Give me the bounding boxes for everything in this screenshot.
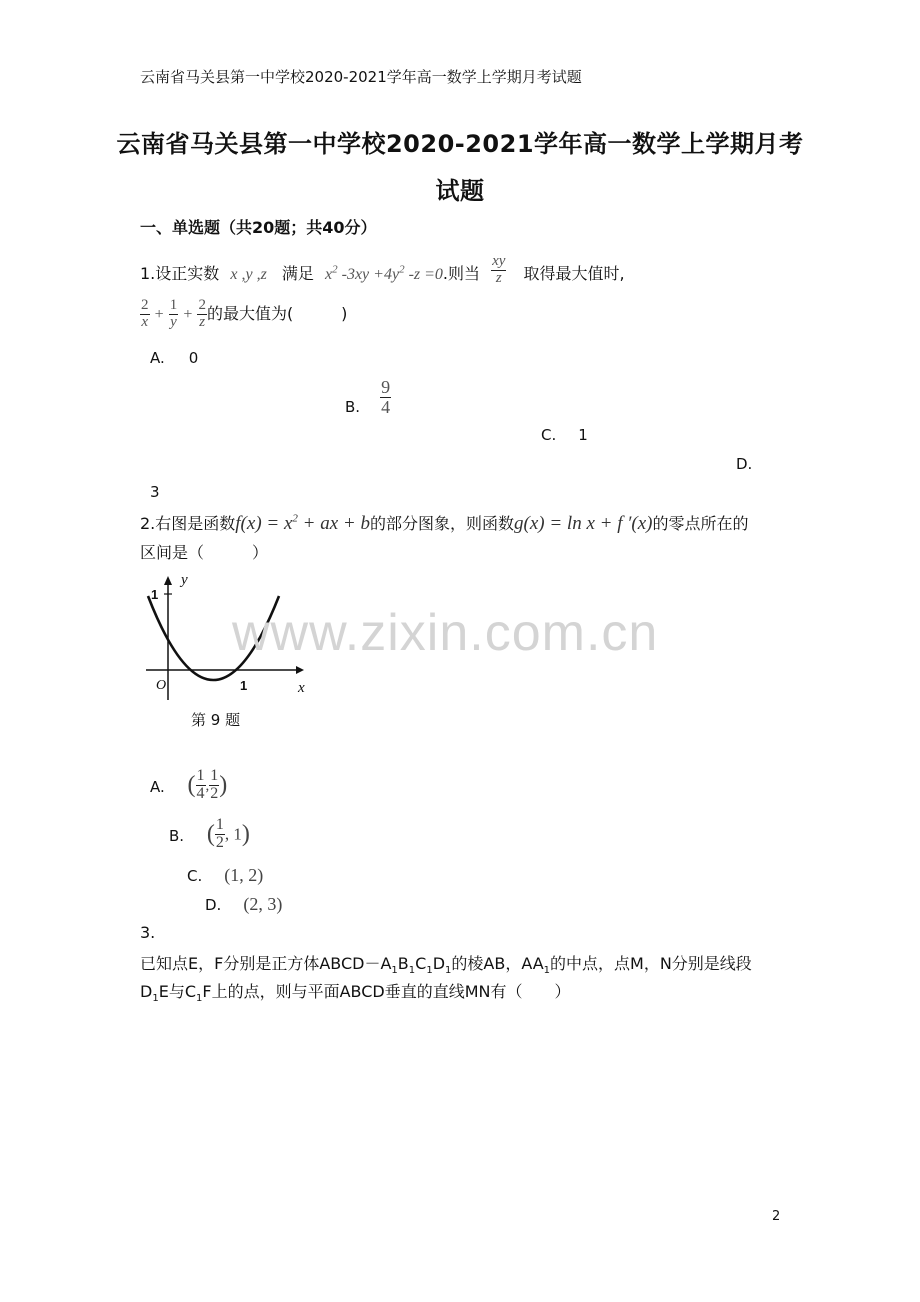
q1-option-c[interactable]: C. 1 bbox=[541, 426, 588, 444]
q2-option-b[interactable]: B. ( $\frac{1}{2}$ , 1) bbox=[169, 816, 250, 851]
fraction-1-over-y: $\frac{1}{y}$ bbox=[169, 297, 178, 330]
question-3-number: 3. bbox=[140, 923, 156, 942]
q1-option-d-value: 3 bbox=[150, 483, 160, 501]
ratio-fraction: $\frac{xy}{z}$ bbox=[492, 253, 506, 286]
q1-option-b[interactable]: B. $\frac{9}{4}$ bbox=[345, 377, 391, 417]
q1-option-d[interactable]: D. bbox=[736, 455, 753, 473]
x-axis-arrow bbox=[296, 666, 304, 674]
question-number: 2. bbox=[140, 514, 156, 533]
page-title: 云南省马关县第一中学校2020-2021学年高一数学上学期月考 bbox=[116, 130, 804, 158]
question-1-line1: 1.设正实数 x ,y ,z 满足 $x^2$ $-3xy +4y^2$ -z =0.则当 $\frac{xy}{z}$ 取得最大值时, bbox=[140, 253, 625, 286]
fraction-2-over-z: $\frac{2}{z}$ bbox=[198, 297, 206, 330]
variables: x ,y ,z bbox=[230, 265, 267, 283]
figure-caption: 第 9 题 bbox=[191, 711, 241, 728]
constraint-equation: $x^2$ $-3xy +4y^2$ -z =0 bbox=[325, 263, 443, 283]
fraction-2-over-x: $\frac{2}{x}$ bbox=[141, 297, 149, 330]
section-heading: 一、单选题（共20题；共40分） bbox=[140, 218, 377, 237]
x-tick-label: 1 bbox=[240, 678, 248, 693]
page-title-line2: 试题 bbox=[435, 177, 485, 205]
question-2-line1: 2.右图是函数$f(x) = x^2$ + ax + b的部分图象，则函数g(x) = ln x + f ′(x)的零点所在的 bbox=[140, 512, 749, 534]
question-3-line1: 已知点E，F分别是正方体$ABCD-A_1B_1C_1D_1$的棱AB，$AA_1$的中点，点M，N分别是线段 bbox=[140, 954, 752, 977]
origin-label: O bbox=[156, 678, 167, 693]
question-2-line2: 区间是（ ） bbox=[140, 543, 269, 562]
watermark: www.zixin.com.cn bbox=[232, 604, 659, 662]
page-number: 2 bbox=[772, 1209, 781, 1224]
running-header: 云南省马关县第一中学校2020-2021学年高一数学上学期月考试题 bbox=[140, 68, 582, 86]
question-3-line2: $D_1E$与$C_1F$上的点，则与平面ABCD垂直的直线MN有（ ） bbox=[140, 982, 571, 1005]
q2-option-c[interactable]: C. (1, 2) bbox=[187, 865, 264, 885]
q2-option-a[interactable]: A. ( $\frac{1}{4}$ , $\frac{1}{2}$ ) bbox=[150, 767, 228, 802]
q1-option-a[interactable]: A. 0 bbox=[150, 349, 199, 367]
question-number: 1. bbox=[140, 263, 156, 283]
q2-option-d[interactable]: D. (2, 3) bbox=[205, 894, 283, 914]
x-axis-label: x bbox=[298, 680, 305, 696]
y-axis-label: y bbox=[181, 572, 188, 588]
y-axis-arrow bbox=[164, 576, 172, 585]
y-tick-label: 1 bbox=[151, 587, 159, 602]
function-f: $f(x) = x^2$ + ax + b bbox=[235, 512, 370, 534]
question-1-line2: $\frac{2}{x}$ + $\frac{1}{y}$ + $\frac{2}{z}$ 的最大值为( ) bbox=[141, 297, 348, 330]
function-g: g(x) = ln x + f ′(x) bbox=[514, 513, 653, 534]
